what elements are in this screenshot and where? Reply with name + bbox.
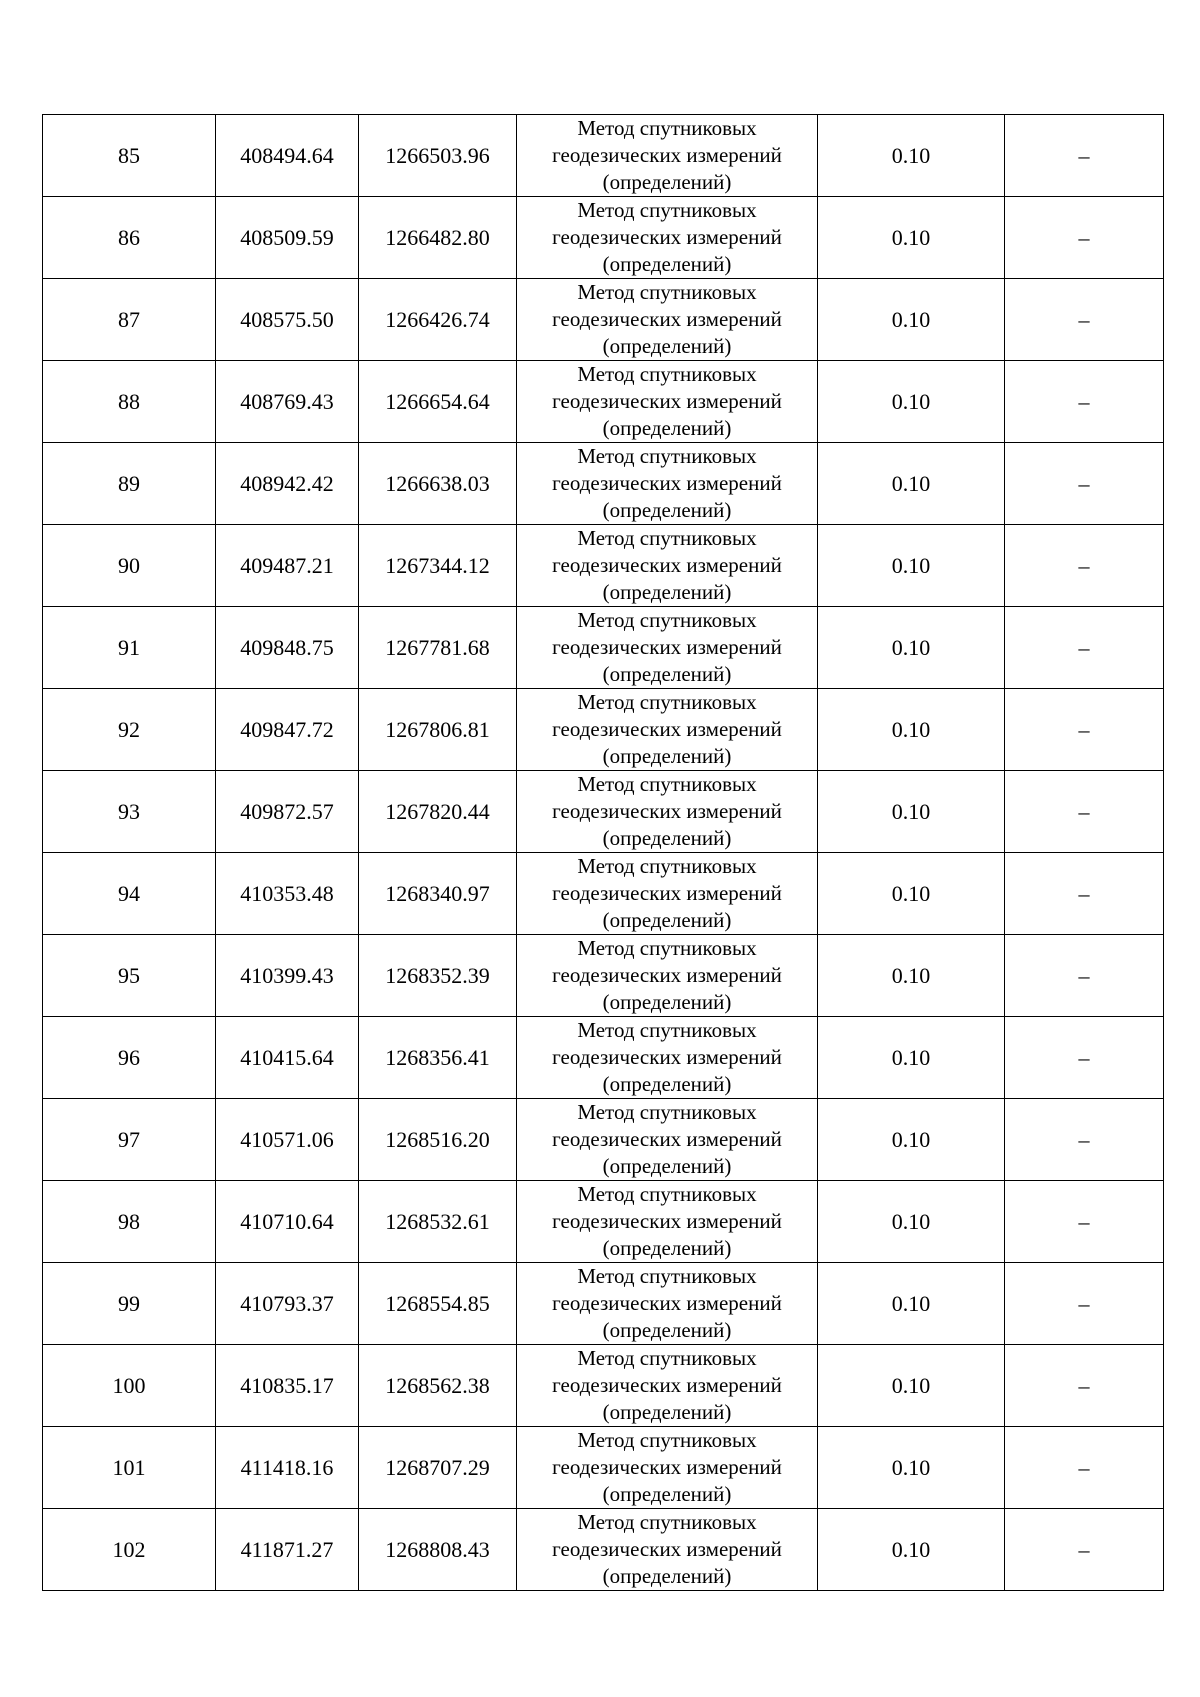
- accuracy-cell: 0.10: [818, 1263, 1005, 1345]
- method-text-line: (определений): [602, 1564, 732, 1588]
- method-cell: [517, 197, 818, 279]
- table-row: [43, 607, 1164, 689]
- coord-x-cell: 409487.21: [216, 525, 359, 607]
- coord-x-cell: 408509.59: [216, 197, 359, 279]
- method-text-line: геодезических измерений: [552, 1291, 782, 1315]
- coord-x-cell: 409848.75: [216, 607, 359, 689]
- method-text-line: Метод спутниковых: [577, 280, 757, 304]
- note-cell: –: [1005, 1427, 1164, 1509]
- coord-x-cell: 410710.64: [216, 1181, 359, 1263]
- table-row: [43, 1099, 1164, 1181]
- point-number-cell: 87: [43, 279, 216, 361]
- table-row: [43, 1263, 1164, 1345]
- point-number-cell: 99: [43, 1263, 216, 1345]
- coord-x-cell: 408942.42: [216, 443, 359, 525]
- point-number-cell: 88: [43, 361, 216, 443]
- table-row: [43, 853, 1164, 935]
- table-row: [43, 197, 1164, 279]
- method-text-line: Метод спутниковых: [577, 690, 757, 714]
- table-row: [43, 279, 1164, 361]
- point-number-cell: 94: [43, 853, 216, 935]
- coord-x-cell: 410793.37: [216, 1263, 359, 1345]
- point-number-cell: 85: [43, 115, 216, 197]
- coord-y-cell: 1268516.20: [359, 1099, 517, 1181]
- table-row: [43, 361, 1164, 443]
- coord-y-cell: 1266482.80: [359, 197, 517, 279]
- method-cell: [517, 607, 818, 689]
- table-row: [43, 525, 1164, 607]
- method-text-line: геодезических измерений: [552, 881, 782, 905]
- method-text-line: (определений): [602, 826, 732, 850]
- accuracy-cell: 0.10: [818, 1427, 1005, 1509]
- method-text-line: геодезических измерений: [552, 389, 782, 413]
- accuracy-cell: 0.10: [818, 443, 1005, 525]
- coord-x-cell: 410353.48: [216, 853, 359, 935]
- accuracy-cell: 0.10: [818, 1099, 1005, 1181]
- method-text-line: Метод спутниковых: [577, 1100, 757, 1124]
- method-cell: [517, 279, 818, 361]
- method-text-line: геодезических измерений: [552, 1373, 782, 1397]
- accuracy-cell: 0.10: [818, 1509, 1005, 1591]
- point-number-cell: 90: [43, 525, 216, 607]
- method-text-line: геодезических измерений: [552, 717, 782, 741]
- point-number-cell: 91: [43, 607, 216, 689]
- method-text-line: геодезических измерений: [552, 307, 782, 331]
- accuracy-cell: 0.10: [818, 607, 1005, 689]
- accuracy-cell: 0.10: [818, 853, 1005, 935]
- coord-y-cell: 1268340.97: [359, 853, 517, 935]
- accuracy-cell: 0.10: [818, 935, 1005, 1017]
- coord-x-cell: 408494.64: [216, 115, 359, 197]
- method-text-line: геодезических измерений: [552, 799, 782, 823]
- note-cell: –: [1005, 525, 1164, 607]
- table-row: [43, 1181, 1164, 1263]
- method-text-line: Метод спутниковых: [577, 526, 757, 550]
- coord-y-cell: 1268352.39: [359, 935, 517, 1017]
- point-number-cell: 93: [43, 771, 216, 853]
- accuracy-cell: 0.10: [818, 1017, 1005, 1099]
- point-number-cell: 96: [43, 1017, 216, 1099]
- method-text-line: Метод спутниковых: [577, 444, 757, 468]
- table-row: [43, 935, 1164, 1017]
- method-text-line: Метод спутниковых: [577, 198, 757, 222]
- method-cell: [517, 935, 818, 1017]
- method-text-line: геодезических измерений: [552, 963, 782, 987]
- method-cell: [517, 771, 818, 853]
- table-row: [43, 771, 1164, 853]
- coord-y-cell: 1267781.68: [359, 607, 517, 689]
- method-text-line: геодезических измерений: [552, 471, 782, 495]
- method-text-line: (определений): [602, 334, 732, 358]
- point-number-cell: 102: [43, 1509, 216, 1591]
- coord-y-cell: 1267806.81: [359, 689, 517, 771]
- method-text-line: Метод спутниковых: [577, 608, 757, 632]
- coord-x-cell: 410415.64: [216, 1017, 359, 1099]
- method-text-line: геодезических измерений: [552, 635, 782, 659]
- coord-x-cell: 410835.17: [216, 1345, 359, 1427]
- method-text-line: (определений): [602, 744, 732, 768]
- coord-x-cell: 409872.57: [216, 771, 359, 853]
- method-text-line: Метод спутниковых: [577, 936, 757, 960]
- table-row: [43, 443, 1164, 525]
- coord-y-cell: 1266654.64: [359, 361, 517, 443]
- accuracy-cell: 0.10: [818, 279, 1005, 361]
- point-number-cell: 98: [43, 1181, 216, 1263]
- method-cell: [517, 115, 818, 197]
- note-cell: –: [1005, 1345, 1164, 1427]
- coord-y-cell: 1266503.96: [359, 115, 517, 197]
- accuracy-cell: 0.10: [818, 115, 1005, 197]
- method-text-line: (определений): [602, 580, 732, 604]
- method-text-line: (определений): [602, 170, 732, 194]
- note-cell: –: [1005, 853, 1164, 935]
- coord-y-cell: 1268808.43: [359, 1509, 517, 1591]
- method-cell: [517, 1509, 818, 1591]
- method-text-line: (определений): [602, 1072, 732, 1096]
- method-cell: [517, 1427, 818, 1509]
- method-text-line: геодезических измерений: [552, 1537, 782, 1561]
- note-cell: –: [1005, 935, 1164, 1017]
- coord-y-cell: 1268707.29: [359, 1427, 517, 1509]
- accuracy-cell: 0.10: [818, 1181, 1005, 1263]
- point-number-cell: 89: [43, 443, 216, 525]
- coord-y-cell: 1266426.74: [359, 279, 517, 361]
- method-text-line: (определений): [602, 1318, 732, 1342]
- method-cell: [517, 525, 818, 607]
- method-text-line: (определений): [602, 1236, 732, 1260]
- point-number-cell: 101: [43, 1427, 216, 1509]
- table-row: [43, 115, 1164, 197]
- note-cell: –: [1005, 1263, 1164, 1345]
- method-text-line: геодезических измерений: [552, 143, 782, 167]
- note-cell: –: [1005, 1099, 1164, 1181]
- accuracy-cell: 0.10: [818, 525, 1005, 607]
- method-cell: [517, 1099, 818, 1181]
- point-number-cell: 86: [43, 197, 216, 279]
- coord-y-cell: 1267820.44: [359, 771, 517, 853]
- method-text-line: Метод спутниковых: [577, 1264, 757, 1288]
- method-text-line: (определений): [602, 908, 732, 932]
- coord-x-cell: 410571.06: [216, 1099, 359, 1181]
- coordinates-table: [42, 114, 1164, 1591]
- coord-y-cell: 1268554.85: [359, 1263, 517, 1345]
- method-text-line: Метод спутниковых: [577, 362, 757, 386]
- coord-y-cell: 1267344.12: [359, 525, 517, 607]
- coordinates-table-body: [43, 115, 1164, 1591]
- method-cell: [517, 689, 818, 771]
- method-cell: [517, 853, 818, 935]
- method-cell: [517, 1345, 818, 1427]
- method-text-line: Метод спутниковых: [577, 772, 757, 796]
- note-cell: –: [1005, 361, 1164, 443]
- coord-y-cell: 1268562.38: [359, 1345, 517, 1427]
- method-text-line: Метод спутниковых: [577, 116, 757, 140]
- method-cell: [517, 1181, 818, 1263]
- method-text-line: геодезических измерений: [552, 1455, 782, 1479]
- method-text-line: (определений): [602, 990, 732, 1014]
- method-cell: [517, 443, 818, 525]
- method-text-line: геодезических измерений: [552, 553, 782, 577]
- method-text-line: Метод спутниковых: [577, 1428, 757, 1452]
- accuracy-cell: 0.10: [818, 1345, 1005, 1427]
- method-text-line: (определений): [602, 498, 732, 522]
- note-cell: –: [1005, 1181, 1164, 1263]
- note-cell: –: [1005, 1017, 1164, 1099]
- point-number-cell: 95: [43, 935, 216, 1017]
- note-cell: –: [1005, 197, 1164, 279]
- note-cell: –: [1005, 115, 1164, 197]
- accuracy-cell: 0.10: [818, 771, 1005, 853]
- method-text-line: геодезических измерений: [552, 1045, 782, 1069]
- point-number-cell: 92: [43, 689, 216, 771]
- method-text-line: (определений): [602, 252, 732, 276]
- method-text-line: геодезических измерений: [552, 225, 782, 249]
- point-number-cell: 100: [43, 1345, 216, 1427]
- method-cell: [517, 1263, 818, 1345]
- note-cell: –: [1005, 279, 1164, 361]
- method-text-line: (определений): [602, 1400, 732, 1424]
- table-row: [43, 1509, 1164, 1591]
- method-text-line: Метод спутниковых: [577, 1182, 757, 1206]
- note-cell: –: [1005, 689, 1164, 771]
- note-cell: –: [1005, 607, 1164, 689]
- coord-x-cell: 411871.27: [216, 1509, 359, 1591]
- note-cell: –: [1005, 771, 1164, 853]
- coord-x-cell: 410399.43: [216, 935, 359, 1017]
- table-row: [43, 1017, 1164, 1099]
- accuracy-cell: 0.10: [818, 361, 1005, 443]
- coord-y-cell: 1268356.41: [359, 1017, 517, 1099]
- accuracy-cell: 0.10: [818, 689, 1005, 771]
- table-row: [43, 1427, 1164, 1509]
- coord-y-cell: 1266638.03: [359, 443, 517, 525]
- method-text-line: Метод спутниковых: [577, 854, 757, 878]
- point-number-cell: 97: [43, 1099, 216, 1181]
- method-text-line: Метод спутниковых: [577, 1510, 757, 1534]
- method-text-line: (определений): [602, 662, 732, 686]
- method-text-line: Метод спутниковых: [577, 1018, 757, 1042]
- method-text-line: (определений): [602, 1482, 732, 1506]
- method-text-line: (определений): [602, 416, 732, 440]
- coord-x-cell: 408575.50: [216, 279, 359, 361]
- coord-y-cell: 1268532.61: [359, 1181, 517, 1263]
- table-row: [43, 689, 1164, 771]
- coord-x-cell: 409847.72: [216, 689, 359, 771]
- method-cell: [517, 1017, 818, 1099]
- note-cell: –: [1005, 1509, 1164, 1591]
- accuracy-cell: 0.10: [818, 197, 1005, 279]
- method-text-line: геодезических измерений: [552, 1127, 782, 1151]
- method-cell: [517, 361, 818, 443]
- method-text-line: (определений): [602, 1154, 732, 1178]
- method-text-line: геодезических измерений: [552, 1209, 782, 1233]
- coord-x-cell: 411418.16: [216, 1427, 359, 1509]
- table-row: [43, 1345, 1164, 1427]
- coord-x-cell: 408769.43: [216, 361, 359, 443]
- note-cell: –: [1005, 443, 1164, 525]
- method-text-line: Метод спутниковых: [577, 1346, 757, 1370]
